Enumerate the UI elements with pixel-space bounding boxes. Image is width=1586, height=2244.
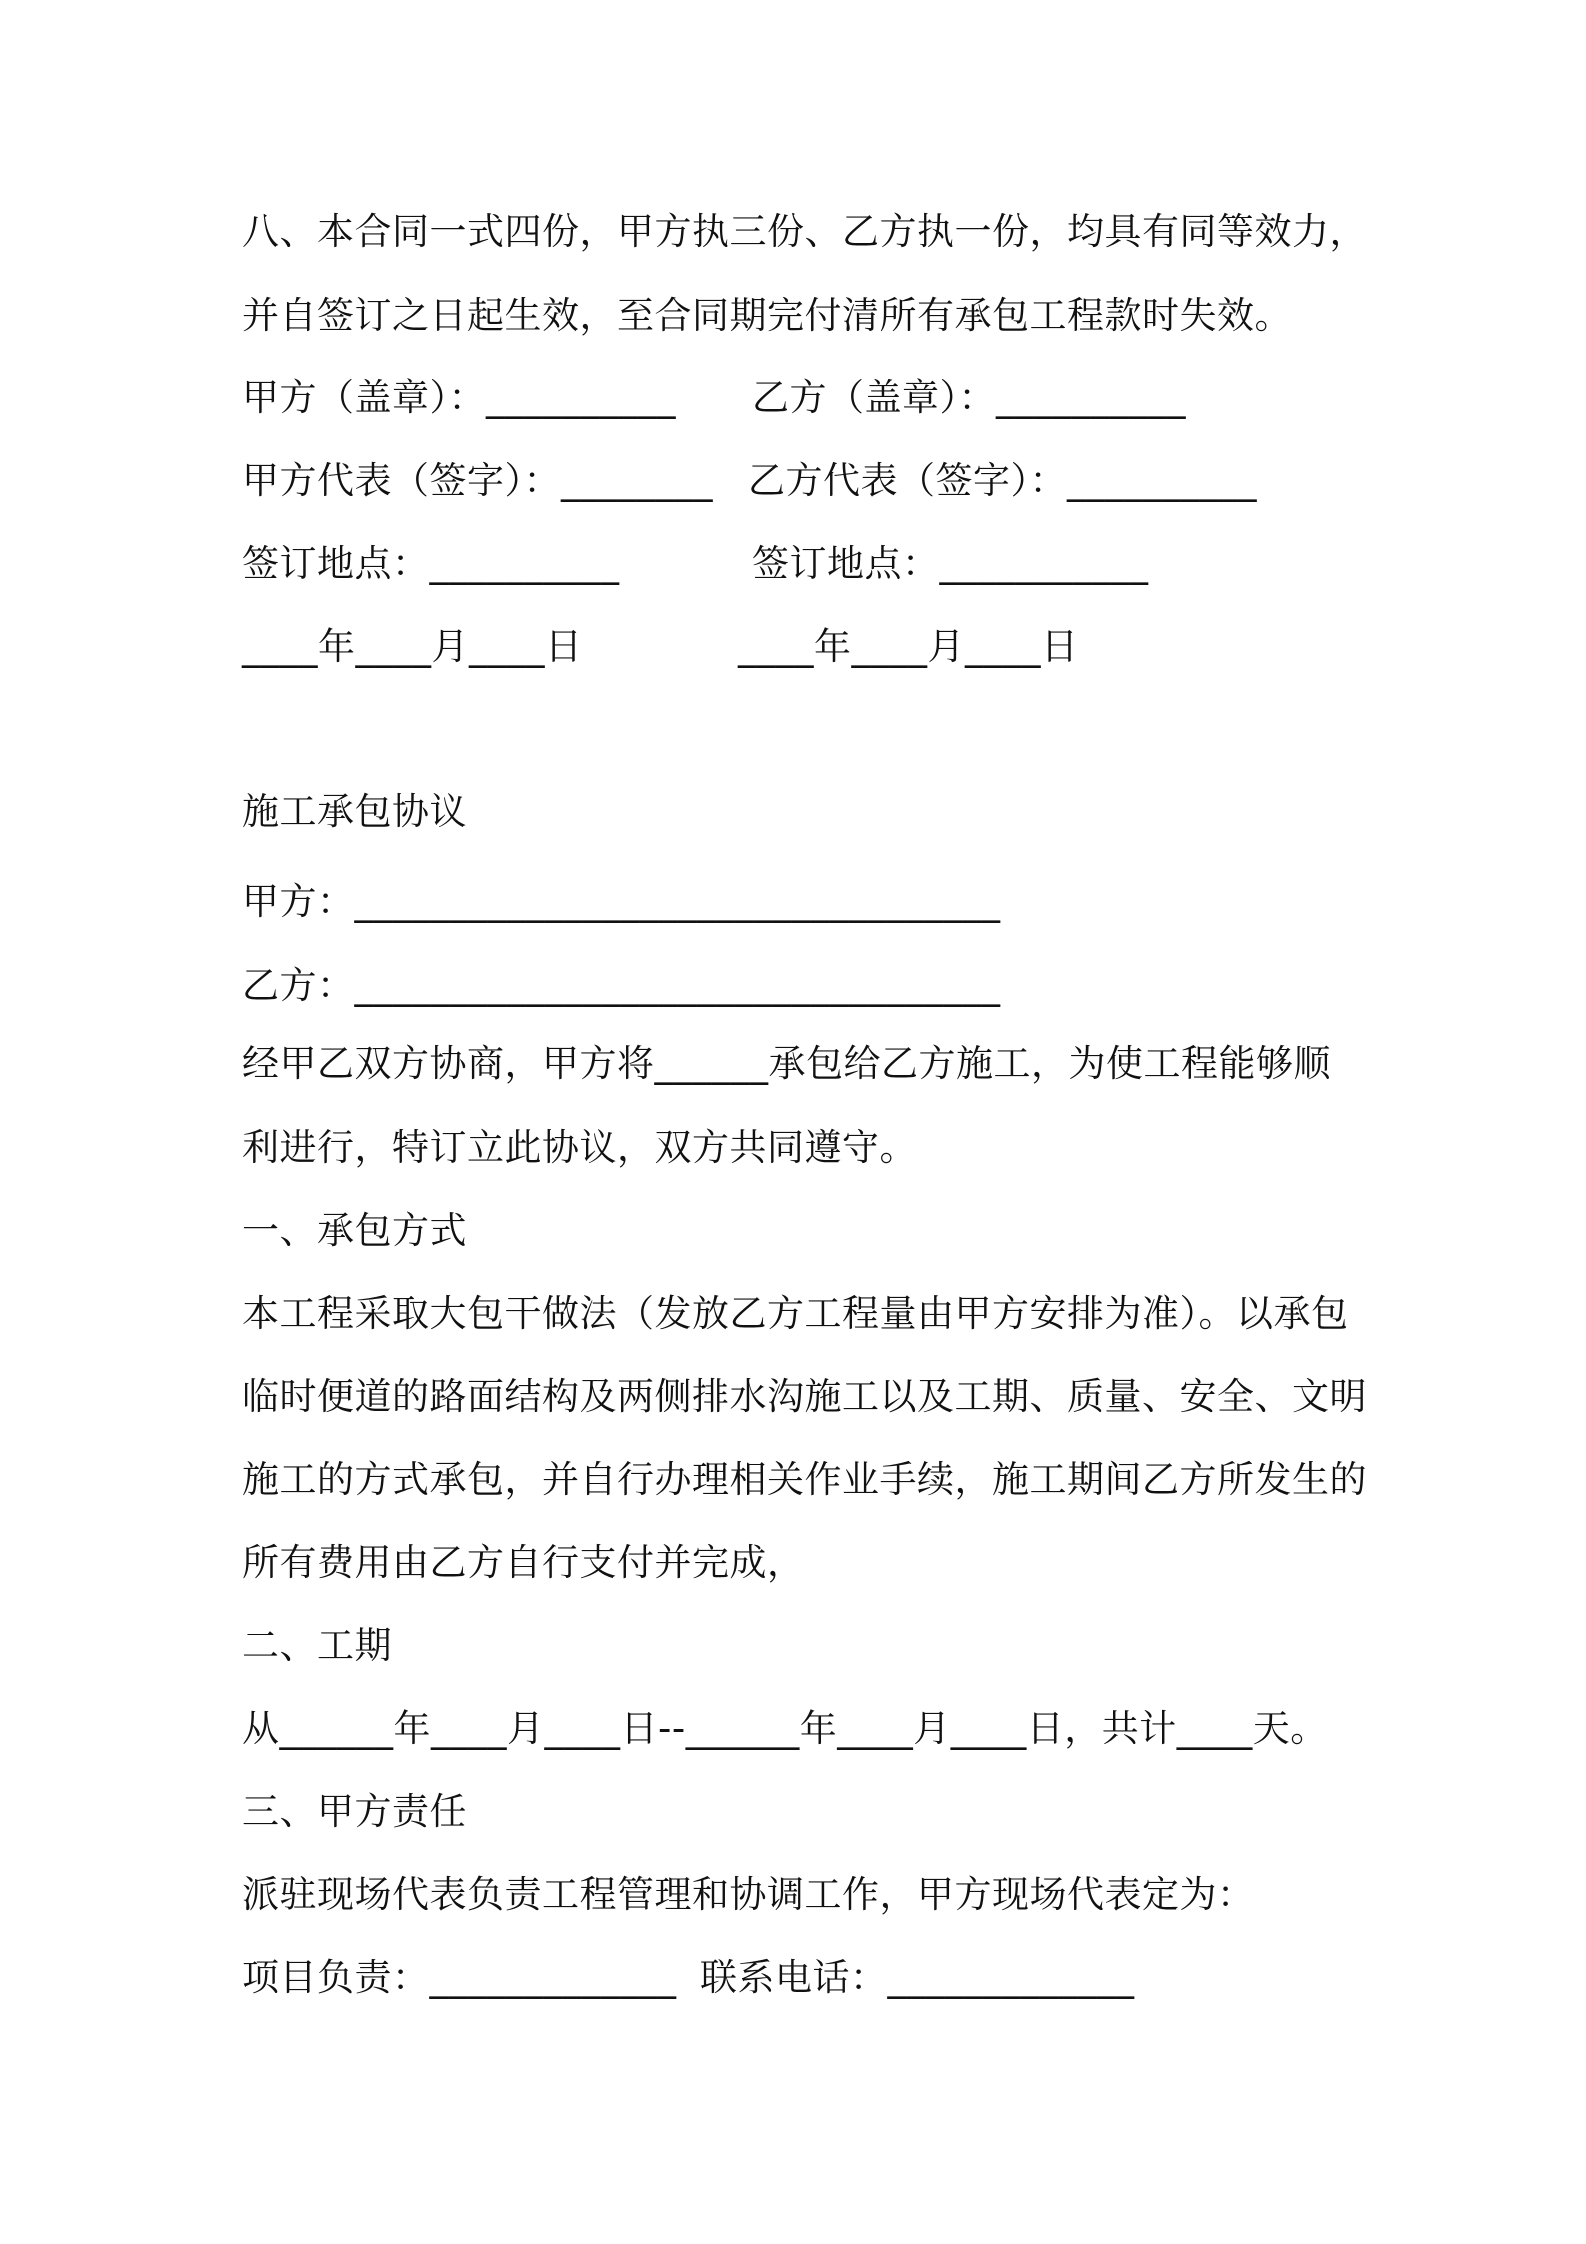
section-two-line-1: 从______年____月____日--______年____月____日，共计____天。 (242, 1707, 1328, 1750)
section-three-line-1: 派驻现场代表负责工程管理和协调工作，甲方现场代表定为： (242, 1873, 1255, 1916)
section-one-line-3: 施工的方式承包，并自行办理相关作业手续，施工期间乙方所发生的 (242, 1458, 1367, 1501)
signing-date-b-line: ____年____月____日 (738, 625, 1079, 668)
party-b-seal-line: 乙方（盖章）：__________ (752, 376, 1186, 419)
section-one-line-1: 本工程采取大包干做法（发放乙方工程量由甲方安排为准）。以承包 (242, 1292, 1349, 1335)
party-a-name-line: 甲方：__________________________________ (242, 880, 1001, 923)
intro-line-2: 利进行，特订立此协议，双方共同遵守。 (242, 1126, 917, 1169)
section-one-heading: 一、承包方式 (242, 1209, 467, 1252)
section-one-line-4: 所有费用由乙方自行支付并完成， (242, 1541, 805, 1584)
section-one-line-2: 临时便道的路面结构及两侧排水沟施工以及工期、质量、安全、文明 (242, 1375, 1367, 1418)
party-a-seal-line: 甲方（盖章）：__________ (242, 376, 676, 419)
signing-place-a-line: 签订地点：__________ (242, 542, 620, 585)
party-b-name-line: 乙方：__________________________________ (242, 964, 1001, 1007)
project-lead-line: 项目负责：_____________ (242, 1956, 677, 1999)
agreement-title: 施工承包协议 (242, 790, 467, 833)
contact-phone-line: 联系电话：_____________ (700, 1956, 1135, 1999)
party-a-representative-line: 甲方代表（签字）：________ (242, 459, 713, 502)
intro-line-1: 经甲乙双方协商，甲方将______承包给乙方施工，为使工程能够顺 (242, 1042, 1331, 1085)
signing-place-b-line: 签订地点：___________ (752, 542, 1149, 585)
clause-eight-line-2: 并自签订之日起生效，至合同期完付清所有承包工程款时失效。 (242, 294, 1292, 337)
clause-eight-line-1: 八、本合同一式四份，甲方执三份、乙方执一份，均具有同等效力， (242, 210, 1367, 253)
party-b-representative-line: 乙方代表（签字）：__________ (748, 459, 1257, 502)
section-three-heading: 三、甲方责任 (242, 1790, 467, 1833)
signing-date-a-line: ____年____月____日 (242, 625, 583, 668)
section-two-heading: 二、工期 (242, 1624, 392, 1667)
